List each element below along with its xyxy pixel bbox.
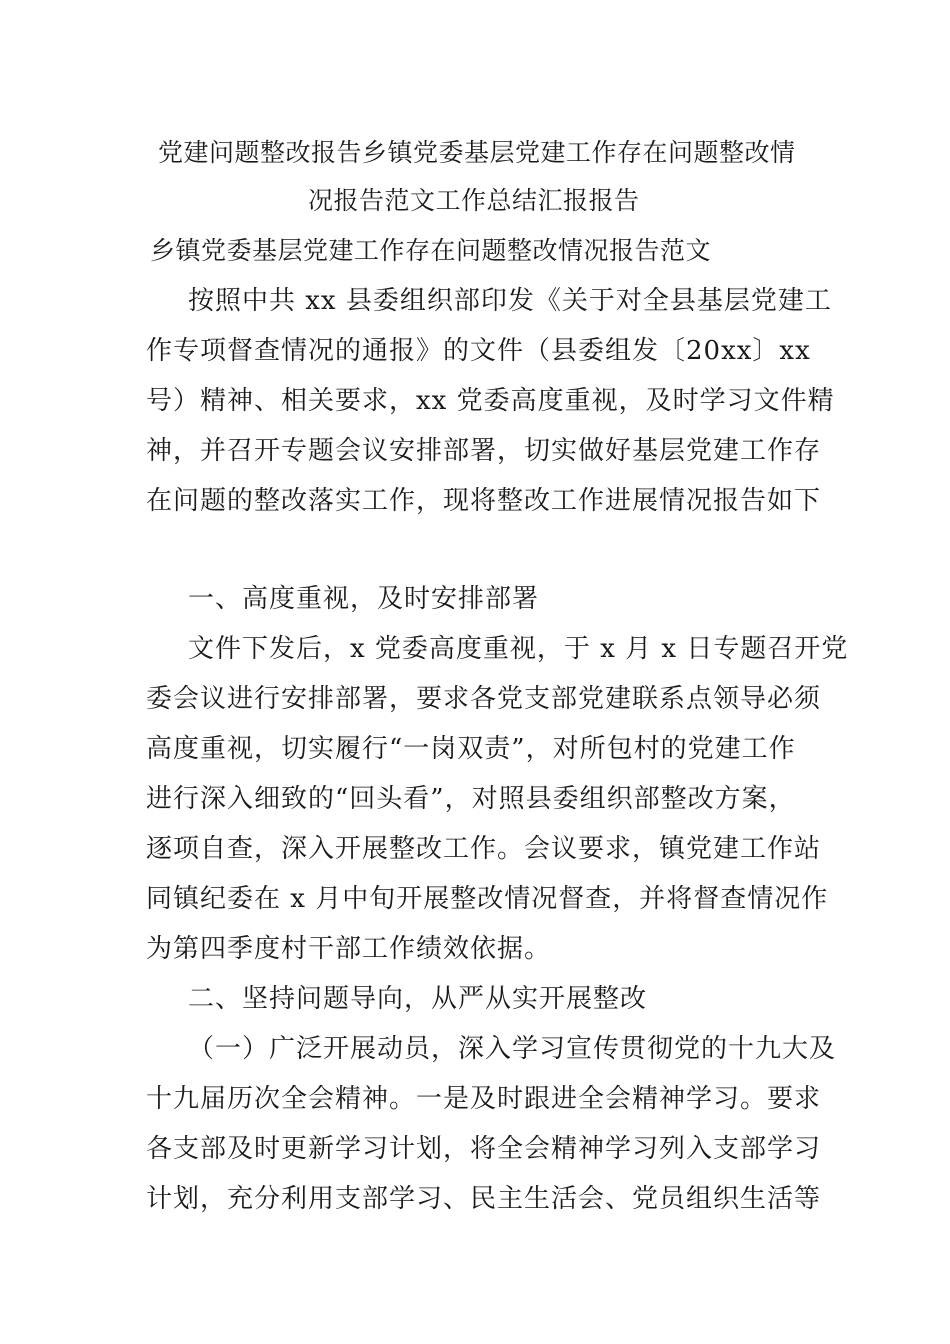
intro-line: 按照中共 xx 县委组织部印发《关于对全县基层党建工 (188, 286, 832, 316)
section-1-line: 进行深入细致的“回头看”，对照县委组织部整改方案， (146, 784, 796, 814)
intro-line: 号）精神、相关要求，xx 党委高度重视，及时学习文件精 (146, 386, 835, 416)
document-subtitle: 乡镇党委基层党建工作存在问题整改情况报告范文 (150, 236, 712, 265)
section-1-heading: 一、高度重视，及时安排部署 (188, 584, 540, 614)
section-1-line: 文件下发后，x 党委高度重视，于 x 月 x 日专题召开党 (188, 634, 849, 664)
document-title-line-1: 党建问题整改报告乡镇党委基层党建工作存在问题整改情 (158, 138, 796, 167)
intro-line: 在问题的整改落实工作，现将整改工作进展情况报告如下 (146, 486, 822, 516)
section-1-line: 逐项自查，深入开展整改工作。会议要求，镇党建工作站 (146, 834, 822, 864)
document-title-line-2: 况报告范文工作总结汇报报告 (308, 186, 640, 215)
section-1-line: 委会议进行安排部署，要求各党支部党建联系点领导必须 (146, 684, 822, 714)
section-2-heading: 二、坚持问题导向，从严从实开展整改 (188, 984, 648, 1014)
section-2-line: 十九届历次全会精神。一是及时跟进全会精神学习。要求 (146, 1084, 822, 1114)
section-1-line: 为第四季度村干部工作绩效依据。 (146, 934, 552, 964)
section-2-line: 各支部及时更新学习计划，将全会精神学习列入支部学习 (146, 1134, 822, 1164)
intro-line: 作专项督查情况的通报》的文件（县委组发〔20xx〕xx (146, 336, 811, 366)
section-1-line: 高度重视，切实履行“一岗双责”，对所包村的党建工作 (146, 734, 796, 764)
section-2-line: （一）广泛开展动员，深入学习宣传贯彻党的十九大及 (188, 1034, 837, 1064)
section-2-line: 计划，充分利用支部学习、民主生活会、党员组织生活等 (146, 1184, 822, 1214)
section-1-line: 同镇纪委在 x 月中旬开展整改情况督查，并将督查情况作 (146, 884, 829, 914)
intro-line: 神，并召开专题会议安排部署，切实做好基层党建工作存 (146, 436, 822, 466)
